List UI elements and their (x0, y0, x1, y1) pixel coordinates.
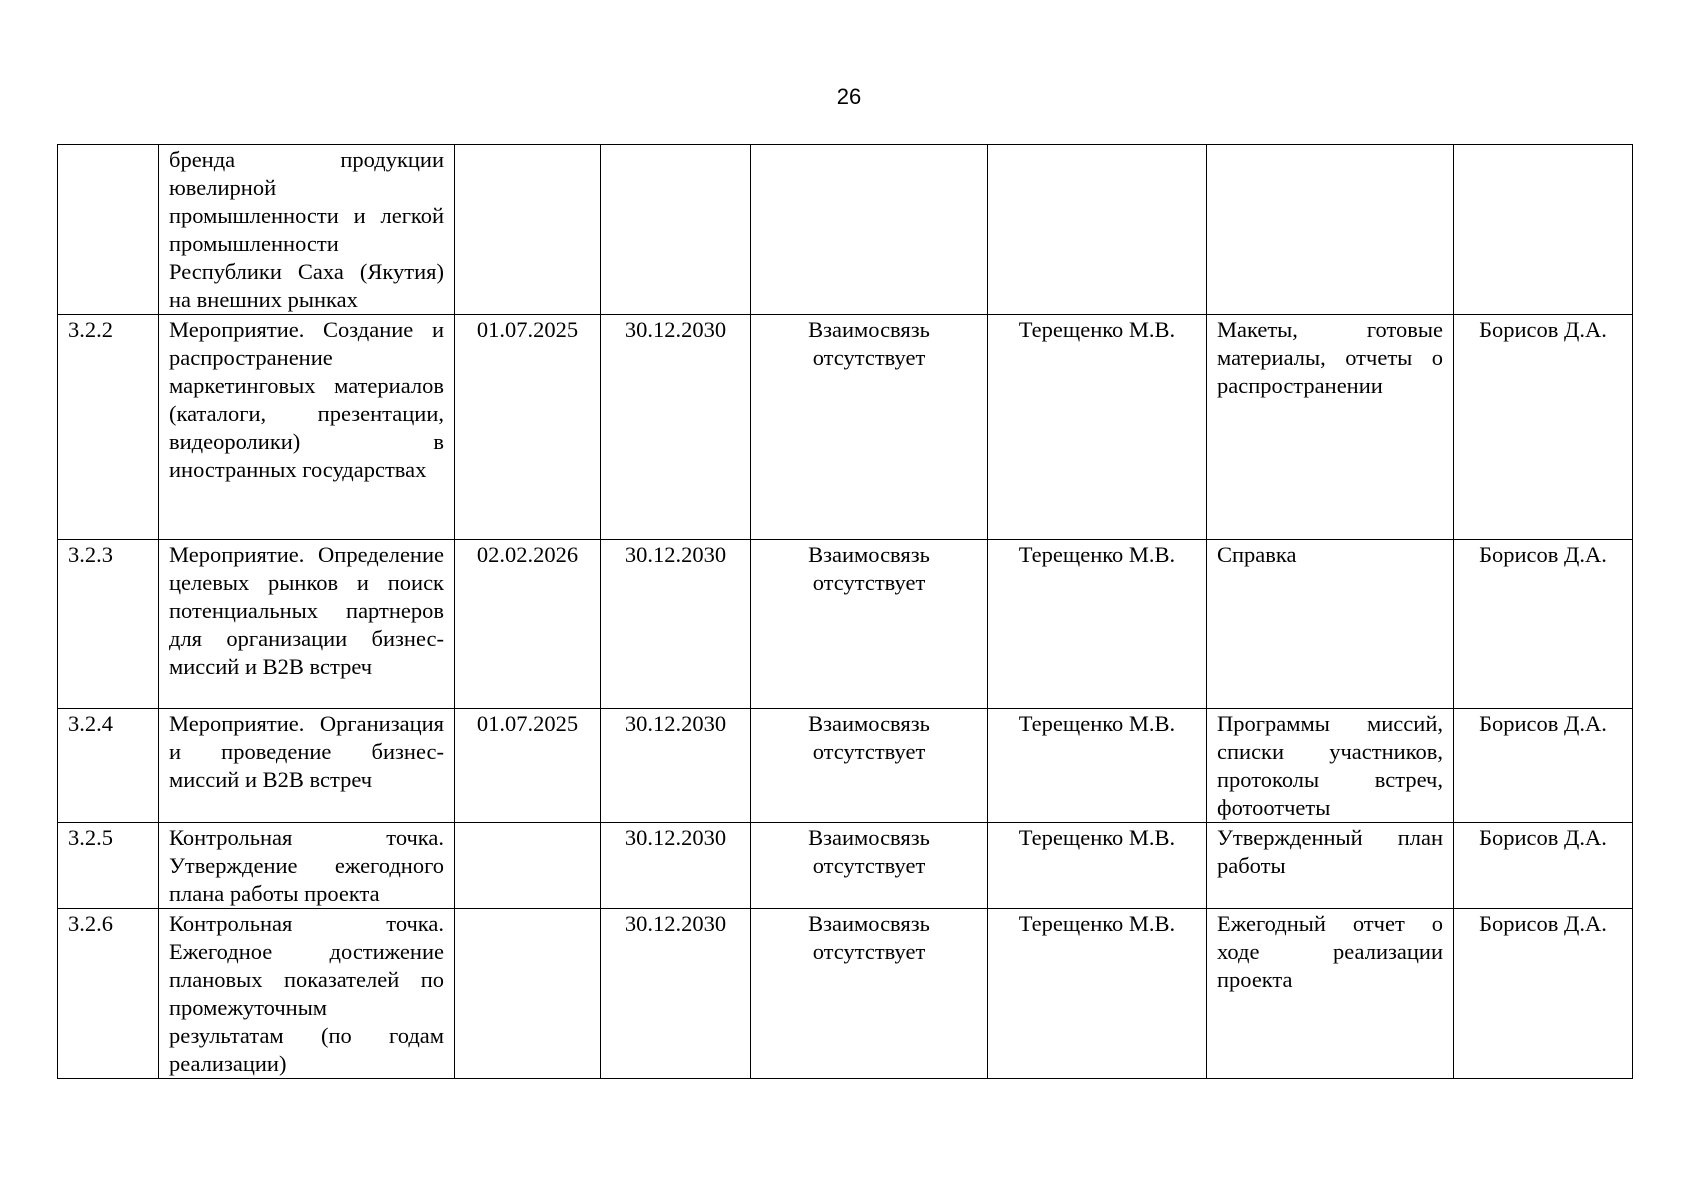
project-plan-table (57, 144, 1633, 1079)
supervisor: Борисов Д.А. (1454, 709, 1633, 823)
supervisor: Борисов Д.А. (1454, 540, 1633, 709)
item-name: Мероприятие. Организация и проведение бизнес-миссий и B2B встреч (159, 709, 455, 823)
table-row-3-2-3 (58, 540, 1633, 709)
item-number: 3.2.5 (58, 823, 159, 909)
table-row-3-2-6 (58, 909, 1633, 1079)
item-name: Контрольная точка. Ежегодное достижение плановых показателей по промежуточным результатам (по годам реализации) (159, 909, 455, 1079)
linkage: Взаимосвязь отсутствует (751, 315, 988, 540)
end-date: 30.12.2030 (601, 315, 751, 540)
linkage: Взаимосвязь отсутствует (751, 709, 988, 823)
responsible: Терещенко М.В. (988, 709, 1207, 823)
start-date: 01.07.2025 (455, 709, 601, 823)
result-type: Ежегодный отчет о ходе реализации проекта (1207, 909, 1454, 1079)
result-type: Макеты, готовые материалы, отчеты о распространении (1207, 315, 1454, 540)
result-type: Утвержденный план работы (1207, 823, 1454, 909)
end-date: 30.12.2030 (601, 709, 751, 823)
linkage: Взаимосвязь отсутствует (751, 540, 988, 709)
linkage: Взаимосвязь отсутствует (751, 909, 988, 1079)
supervisor (1454, 145, 1633, 315)
start-date (455, 145, 601, 315)
table-row-3-2-4 (58, 709, 1633, 823)
item-number: 3.2.2 (58, 315, 159, 540)
result-type: Справка (1207, 540, 1454, 709)
linkage (751, 145, 988, 315)
result-type: Программы миссий, списки участников, протоколы встреч, фотоотчеты (1207, 709, 1454, 823)
responsible: Терещенко М.В. (988, 540, 1207, 709)
end-date: 30.12.2030 (601, 823, 751, 909)
item-name: Мероприятие. Определение целевых рынков и поиск потенциальных партнеров для организации бизнес-миссий и B2B встреч (159, 540, 455, 709)
item-name: Контрольная точка. Утверждение ежегодного плана работы проекта (159, 823, 455, 909)
result-type (1207, 145, 1454, 315)
page-number: 26 (836, 84, 862, 109)
table-row-3-2-5 (58, 823, 1633, 909)
responsible (988, 145, 1207, 315)
supervisor: Борисов Д.А. (1454, 823, 1633, 909)
responsible: Терещенко М.В. (988, 315, 1207, 540)
item-name: Мероприятие. Создание и распространение маркетинговых материалов (каталоги, презентации, видеоролики) в иностранных государствах (159, 315, 455, 540)
item-number: 3.2.4 (58, 709, 159, 823)
end-date (601, 145, 751, 315)
item-number (58, 145, 159, 315)
linkage: Взаимосвязь отсутствует (751, 823, 988, 909)
responsible: Терещенко М.В. (988, 909, 1207, 1079)
supervisor: Борисов Д.А. (1454, 315, 1633, 540)
end-date: 30.12.2030 (601, 909, 751, 1079)
item-number: 3.2.6 (58, 909, 159, 1079)
table-row-continuation (58, 145, 1633, 315)
supervisor: Борисов Д.А. (1454, 909, 1633, 1079)
item-number: 3.2.3 (58, 540, 159, 709)
start-date (455, 823, 601, 909)
end-date: 30.12.2030 (601, 540, 751, 709)
responsible: Терещенко М.В. (988, 823, 1207, 909)
start-date: 01.07.2025 (455, 315, 601, 540)
start-date: 02.02.2026 (455, 540, 601, 709)
item-name: бренда продукции ювелирной промышленности и легкой промышленности Республики Саха (Якутия) на внешних рынках (159, 145, 455, 315)
start-date (455, 909, 601, 1079)
table-row-3-2-2 (58, 315, 1633, 540)
